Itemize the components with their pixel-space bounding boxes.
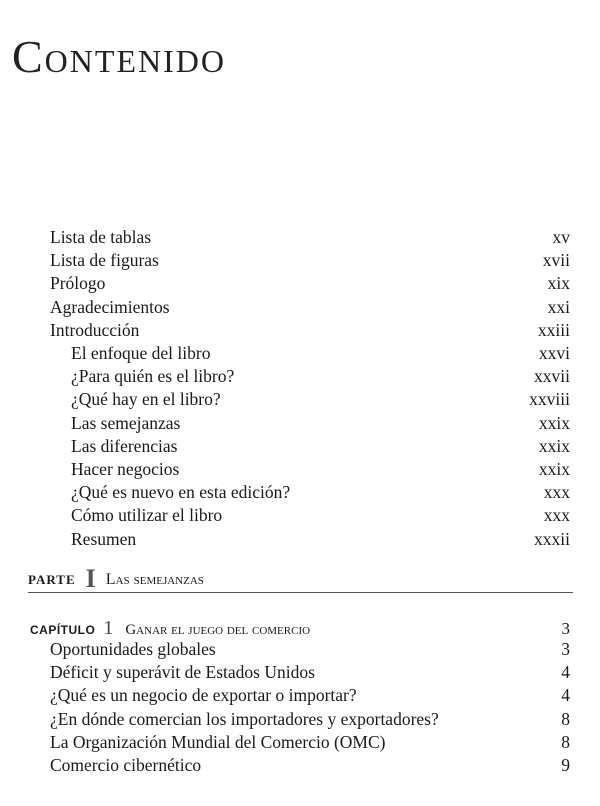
toc-entry [50, 249, 570, 271]
section-label: La Organización Mundial del Comercio (OMC) [50, 731, 386, 752]
toc-entry [71, 458, 570, 480]
toc-entry-label: Las diferencias [71, 435, 178, 456]
toc-entry-label: ¿Qué es nuevo en esta edición? [71, 482, 291, 503]
toc-entry-label: Prólogo [50, 273, 106, 294]
section-label: Oportunidades globales [50, 639, 216, 659]
toc-entry-label: El enfoque del libro [71, 343, 211, 363]
section-page: 8 [561, 708, 570, 729]
section-page: 3 [561, 639, 570, 659]
part-header [28, 566, 573, 593]
toc-entry-page: xv [552, 227, 570, 247]
chapter-section-entry [50, 638, 570, 660]
toc-entry-page: xxix [538, 412, 570, 433]
section-page: 4 [561, 662, 570, 683]
section-page: 9 [561, 755, 570, 775]
section-label: ¿En dónde comercian los importadores y exportadores? [50, 708, 439, 729]
toc-entry-page: xxiii [537, 319, 570, 340]
chapter-section-entry [50, 731, 570, 753]
toc-entry-label: Resumen [71, 528, 137, 549]
toc-entry-label: Hacer negocios [71, 459, 180, 479]
toc-entry [71, 365, 570, 387]
toc-entry [71, 342, 570, 364]
chapter-number: 1 [103, 617, 114, 639]
part-title: Las semejanzas [105, 571, 204, 588]
toc-entry [50, 319, 570, 341]
toc-entry-label: Agradecimientos [50, 296, 170, 317]
toc-entry-label: ¿Para quién es el libro? [71, 366, 235, 387]
toc-entry-label: Introducción [50, 319, 140, 340]
toc-entry [71, 435, 570, 457]
chapter-section-entry [50, 708, 570, 730]
chapter-section-entry [50, 661, 570, 683]
chapter-label: CAPÍTULO [30, 623, 96, 637]
toc-entry [71, 528, 570, 550]
toc-entry-page: xxi [547, 296, 570, 317]
toc-entry-page: xxviii [529, 389, 570, 410]
toc-entry-label: Cómo utilizar el libro [71, 505, 223, 526]
section-label: Comercio cibernético [50, 755, 202, 775]
toc-entry-label: ¿Qué hay en el libro? [71, 389, 221, 410]
chapter-section-entry [50, 754, 570, 776]
toc-entry-page: xxx [543, 505, 570, 526]
chapter-header [30, 617, 570, 640]
toc-entry-page: xxvii [534, 366, 570, 387]
toc-entry [50, 226, 570, 248]
section-label: Déficit y superávit de Estados Unidos [50, 662, 315, 683]
section-page: 4 [561, 685, 570, 706]
toc-entry-page: xxx [543, 482, 570, 503]
section-label: ¿Qué es un negocio de exportar o importar? [50, 685, 357, 706]
toc-entry-page: xvii [542, 250, 570, 271]
toc-entry-page: xix [547, 273, 570, 294]
section-page: 8 [561, 731, 570, 752]
toc-entry [71, 481, 570, 503]
part-label: PARTE [28, 572, 76, 587]
toc-entry-label: Las semejanzas [71, 412, 181, 433]
toc-entry [71, 388, 570, 410]
part-number: I [85, 564, 96, 593]
toc-entry-label: Lista de figuras [50, 250, 159, 271]
chapter-page: 3 [561, 619, 570, 638]
toc-entry-page: xxix [538, 459, 570, 479]
toc-entry [71, 412, 570, 434]
toc-entry [71, 504, 570, 526]
toc-entry [50, 272, 570, 294]
toc-entry-page: xxix [538, 435, 570, 456]
toc-entry [50, 296, 570, 318]
toc-entry-page: xxvi [538, 343, 570, 363]
chapter-title: Ganar el juego del comercio [125, 622, 311, 638]
toc-entry-label: Lista de tablas [50, 227, 152, 247]
page-title: Contenido [12, 31, 226, 82]
toc-entry-page: xxxii [534, 528, 570, 549]
chapter-section-entry [50, 684, 570, 706]
